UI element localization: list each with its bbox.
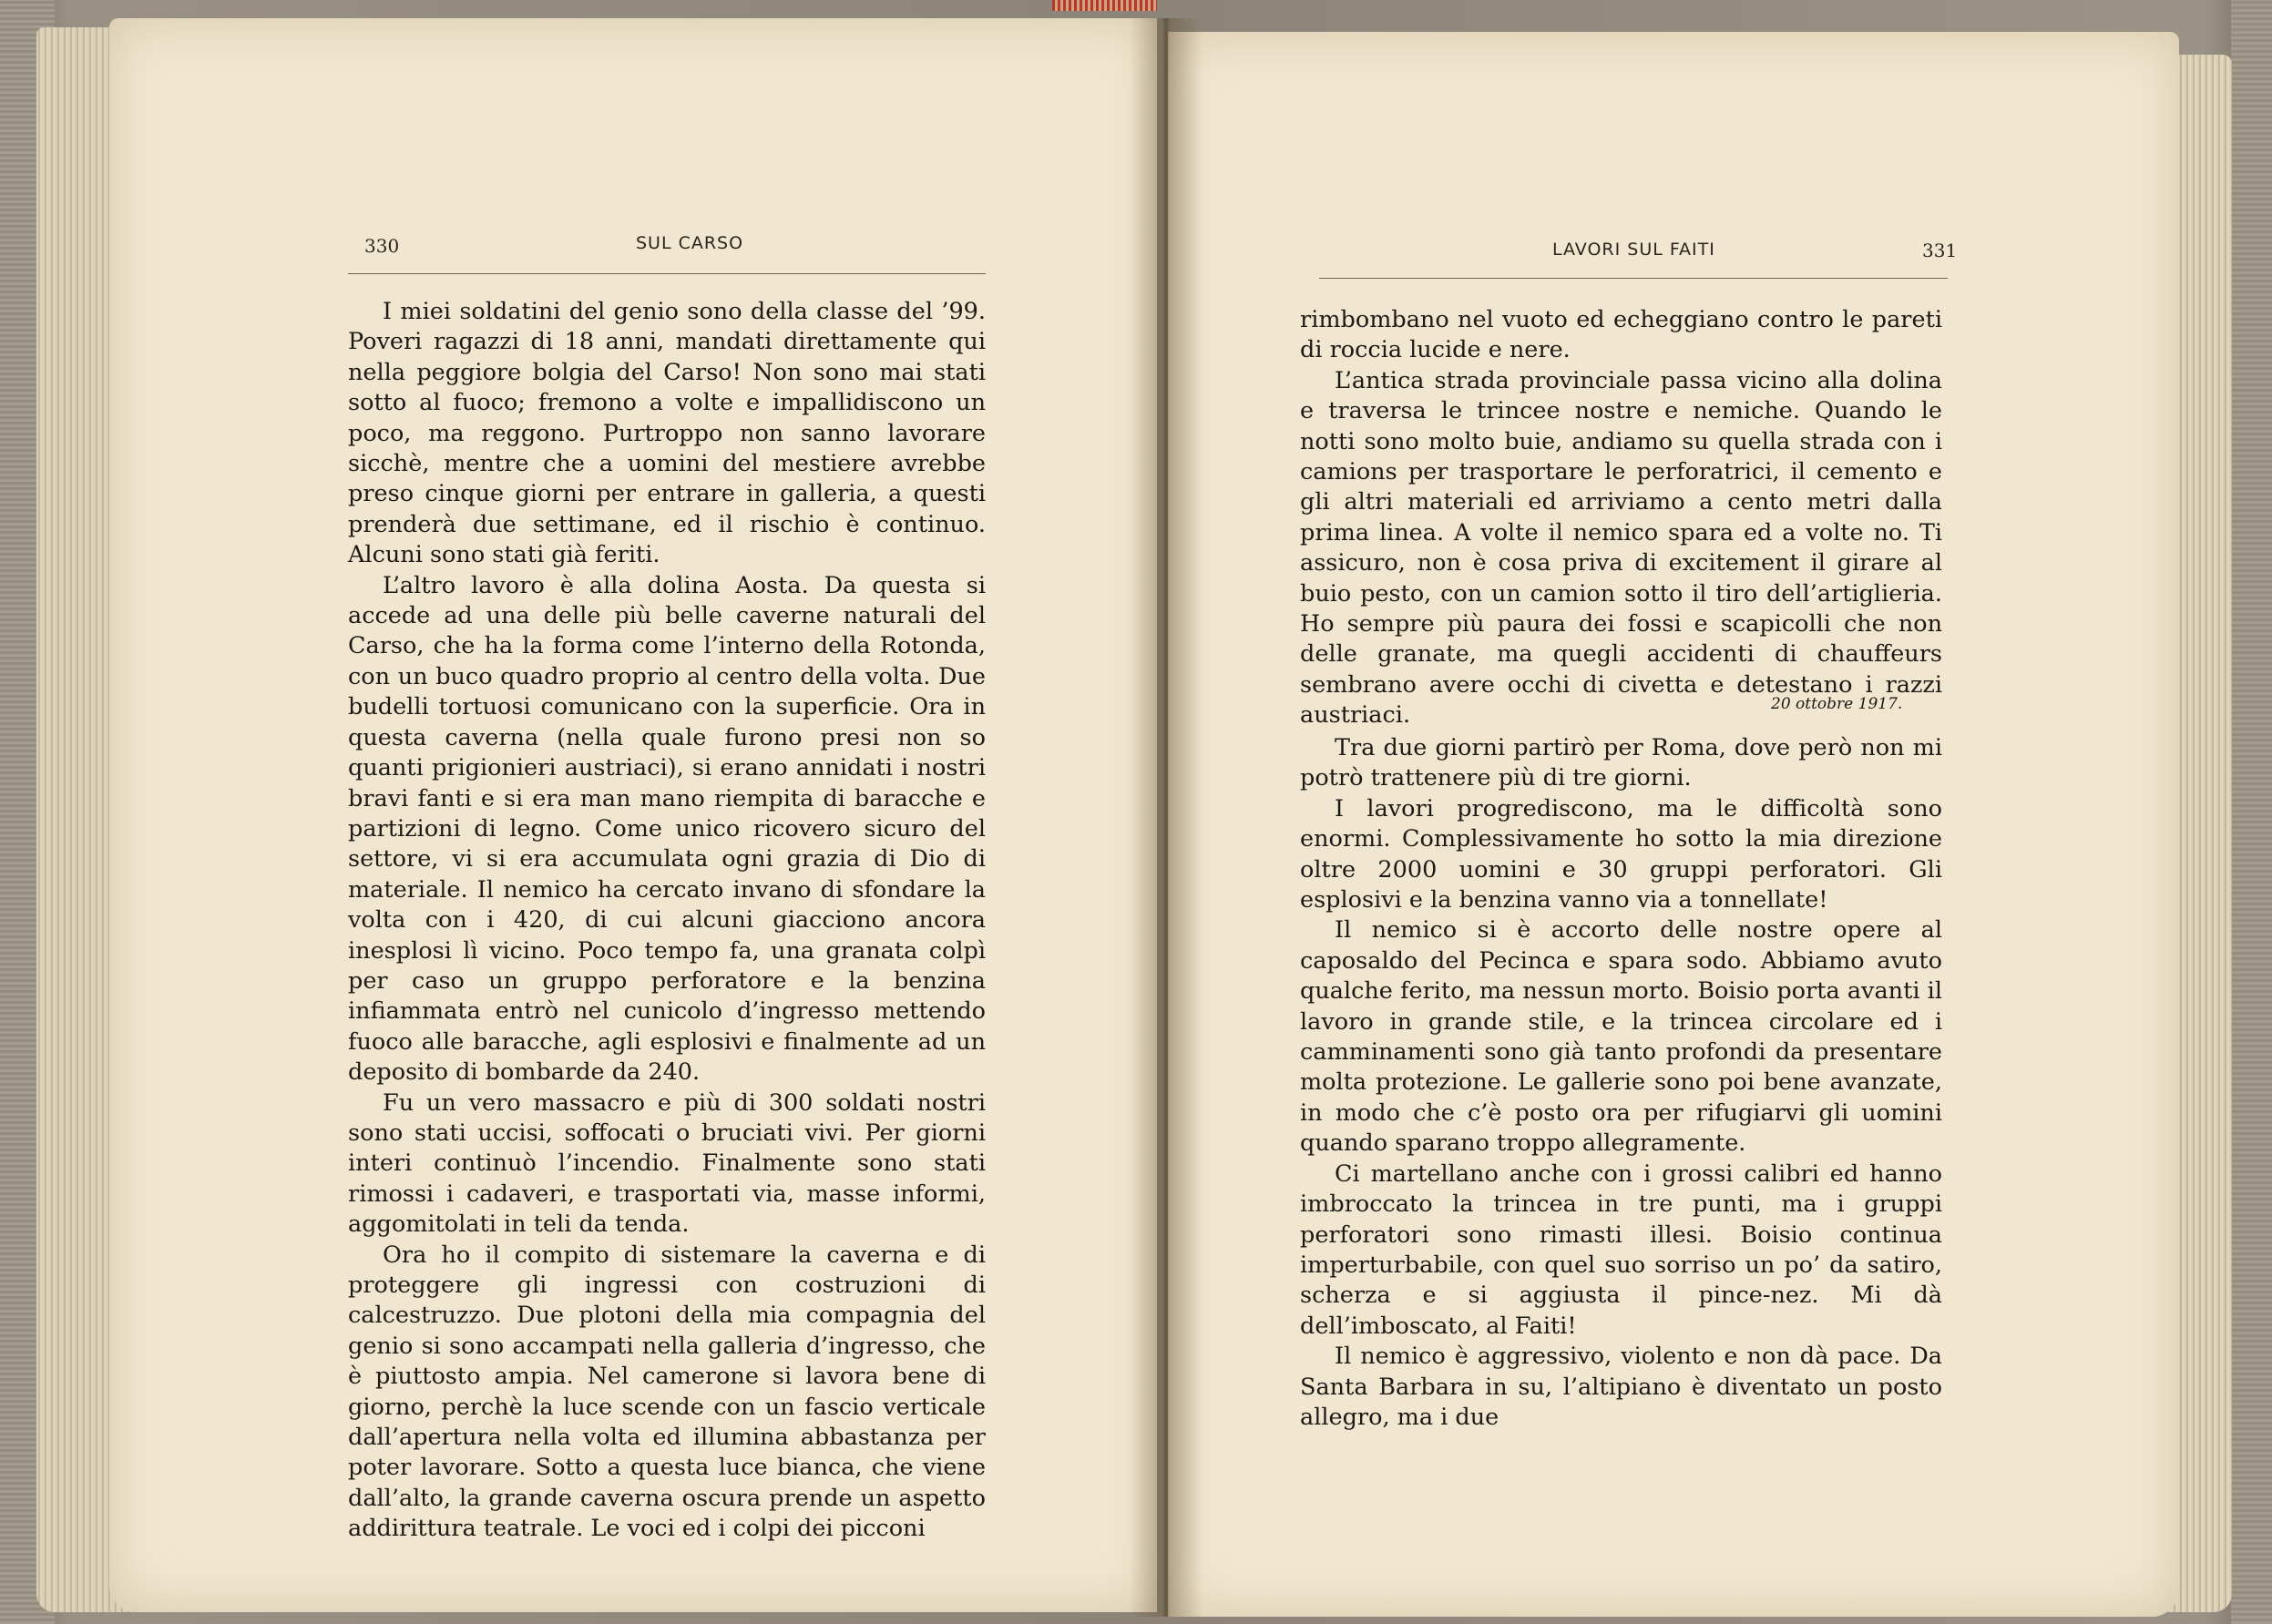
book-cover-right [2231,0,2272,1624]
left-page [109,18,1157,1612]
right-text-column-bottom [1300,733,1942,1433]
right-header-rule [1319,278,1948,279]
paragraph: rimbombano nel vuoto ed echeggiano contro le pareti di roccia lucide e nere. [1300,306,1942,364]
right-page-number: 331 [1922,240,1958,261]
paragraph: I miei soldatini del genio sono della classe del ’99. Poveri ragazzi di 18 anni, mandati direttamente qui nella peggiore bolgia del Carso! Non sono mai stati sotto al fuoco; fremono a volte e impallidiscono un poco, ma reggono. Purtroppo non sanno lavorare sicchè, mentre che a uomini del mestiere avrebbe preso cinque giorni per entrare in galleria, a questi prenderà due settimane, ed il rischio è continuo. Alcuni sono stati già feriti. [348,298,986,569]
left-text-column [348,297,986,1545]
right-page [1168,32,2179,1617]
bookmark-ribbon [1052,0,1157,11]
right-running-head: LAVORI SUL FAITI [1552,240,1715,260]
right-text-column-top [1300,305,1942,731]
paragraph: L’antica strada provinciale passa vicino alla dolina e traversa le trincee nostre e nemiche. Quando le notti sono molto buie, andiamo su quella strada con i camions per trasportare le perforatrici, il cemento e gli altri materiali ed arriviamo a cento metri dalla prima linea. A volte il nemico spara ed a volte no. Ti assicuro, non è cosa priva di excitement il girare al buio pesto, con un camion sotto il tiro dell’artiglieria. Ho sempre più paura dei fossi e scapicolli che non delle granate, ma quegli accidenti di chauffeurs sembrano avere occhi di civetta e detestano i razzi austriaci. [1300,366,1942,730]
book-gutter [1130,18,1203,1617]
paragraph: Ora ho il compito di sistemare la caverna e di proteggere gli ingressi con costruzioni di calcestruzzo. Due plotoni della mia compagnia del genio si sono accampati nella galleria d’ingresso, che è piuttosto ampia. Nel camerone si lavora bene di giorno, perchè la luce scende con un fascio verticale dall’apertura nella volta ed illumina abbastanza per poter lavorare. Sotto a questa luce bianca, che viene dall’alto, la grande caverna oscura prende un aspetto addirittura teatrale. Le voci ed i colpi dei picconi [348,1241,986,1543]
letter-date: 20 ottobre 1917. [1771,695,1903,713]
left-page-number: 330 [364,235,400,257]
paragraph: L’altro lavoro è alla dolina Aosta. Da questa si accede ad una delle più belle caverne naturali del Carso, che ha la forma come l’interno della Rotonda, con un buco quadro proprio al centro della volta. Due budelli tortuosi comunicano con la superficie. Ora in questa caverna (nella quale furono presi non so quanti prigionieri austriaci), si erano annidati i nostri bravi fanti e si era man mano riempita di baracche e partizioni di legno. Come unico ricovero sicuro del settore, vi si era accumulata ogni grazia di Dio di materiale. Il nemico ha cercato invano di sfondare la volta con i 420, di cui alcuni giacciono ancora inesplosi lì vicino. Poco tempo fa, una granata colpì per caso un gruppo perforatore e la benzina infiammata entrò nel cunicolo d’ingresso mettendo fuoco alle baracche, agli esplosivi e finalmente ad un deposito di bombarde da 240. [348,571,986,1087]
paragraph: Tra due giorni partirò per Roma, dove però non mi potrò trattenere più di tre giorni. [1300,734,1942,792]
paragraph: Fu un vero massacro e più di 300 soldati nostri sono stati uccisi, soffocati o bruciati vivi. Per giorni interi continuò l’incendio. Finalmente sono stati rimossi i cadaveri, e trasportati via, masse informi, aggomitolati in teli da tenda. [348,1088,986,1239]
left-header-rule [348,273,986,274]
paragraph: Il nemico si è accorto delle nostre opere al caposaldo del Pecinca e spara sodo. Abbiamo avuto qualche ferito, ma nessun morto. Boisio porta avanti il lavoro in grande stile, e la trincea circolare ed i camminamenti sono già tanto profondi da presentare molta protezione. Le gallerie sono poi bene avanzate, in modo che c’è posto ora per rifugiarvi gli uomini quando sparano troppo allegramente. [1300,916,1942,1158]
paragraph: I lavori progrediscono, ma le difficoltà sono enormi. Complessivamente ho sotto la mia direzione oltre 2000 uomini e 30 gruppi perforatori. Gli esplosivi e la benzina vanno via a tonnellate! [1300,794,1942,914]
left-running-head: SUL CARSO [636,233,744,253]
paragraph: Il nemico è aggressivo, violento e non dà pace. Da Santa Barbara in su, l’altipiano è diventato un posto allegro, ma i due [1300,1343,1942,1431]
paragraph: Ci martellano anche con i grossi calibri ed hanno imbroccato la trincea in tre punti, ma i gruppi perforatori sono rimasti illesi. Boisio continua imperturbabile, con quel suo sorriso un po’ da satiro, scherza e si aggiusta il pince-nez. Mi dà dell’imboscato, al Faiti! [1300,1159,1942,1340]
